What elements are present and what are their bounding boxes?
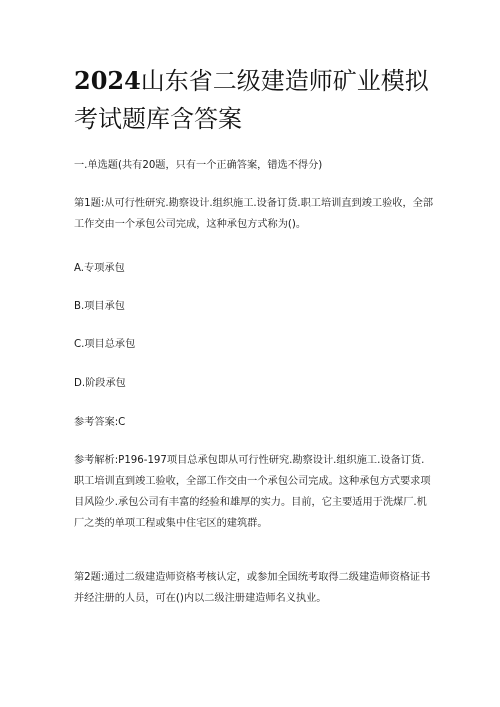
question-2-stem: 第2题:通过二级建造师资格考核认定，或参加全国统考取得二级建造师资格证书并经注册的人员，可在()内以二级注册建造师名义执业。 [74,572,431,604]
question-1-analysis: 参考解析:P196-197项目总承包即从可行性研究.勘察设计.组织施工.设备订货.职工培训直到竣工验收，全部工作交由一个承包公司完成。这种承包方式要求项目风险少.承包公司有丰富的经验和雄厚的实力。目前，它主要适用于洗煤厂.机厂之类的单项工程或集中住宅区的建筑群。 [74,455,431,529]
document-title [74,62,434,138]
question-1-answer: 参考答案:C [74,417,126,428]
question-1-option-a: A.专项承包 [74,263,125,274]
question-1-option-d: D.阶段承包 [74,378,126,389]
question-1-option-c: C.项目总承包 [74,339,136,350]
title-year: 2024 [74,66,141,95]
title-text: 山东省二级建造师矿业模拟考试题库含答案 [74,67,429,133]
question-1-option-b: B.项目承包 [74,301,125,312]
section-heading: 一.单选题(共有20题，只有一个正确答案，错选不得分) [74,160,323,171]
question-1-stem: 第1题:从可行性研究.勘察设计.组织施工.设备订货.职工培训直到竣工验收，全部工作交由一个承包公司完成，这种承包方式称为()。 [74,198,434,230]
